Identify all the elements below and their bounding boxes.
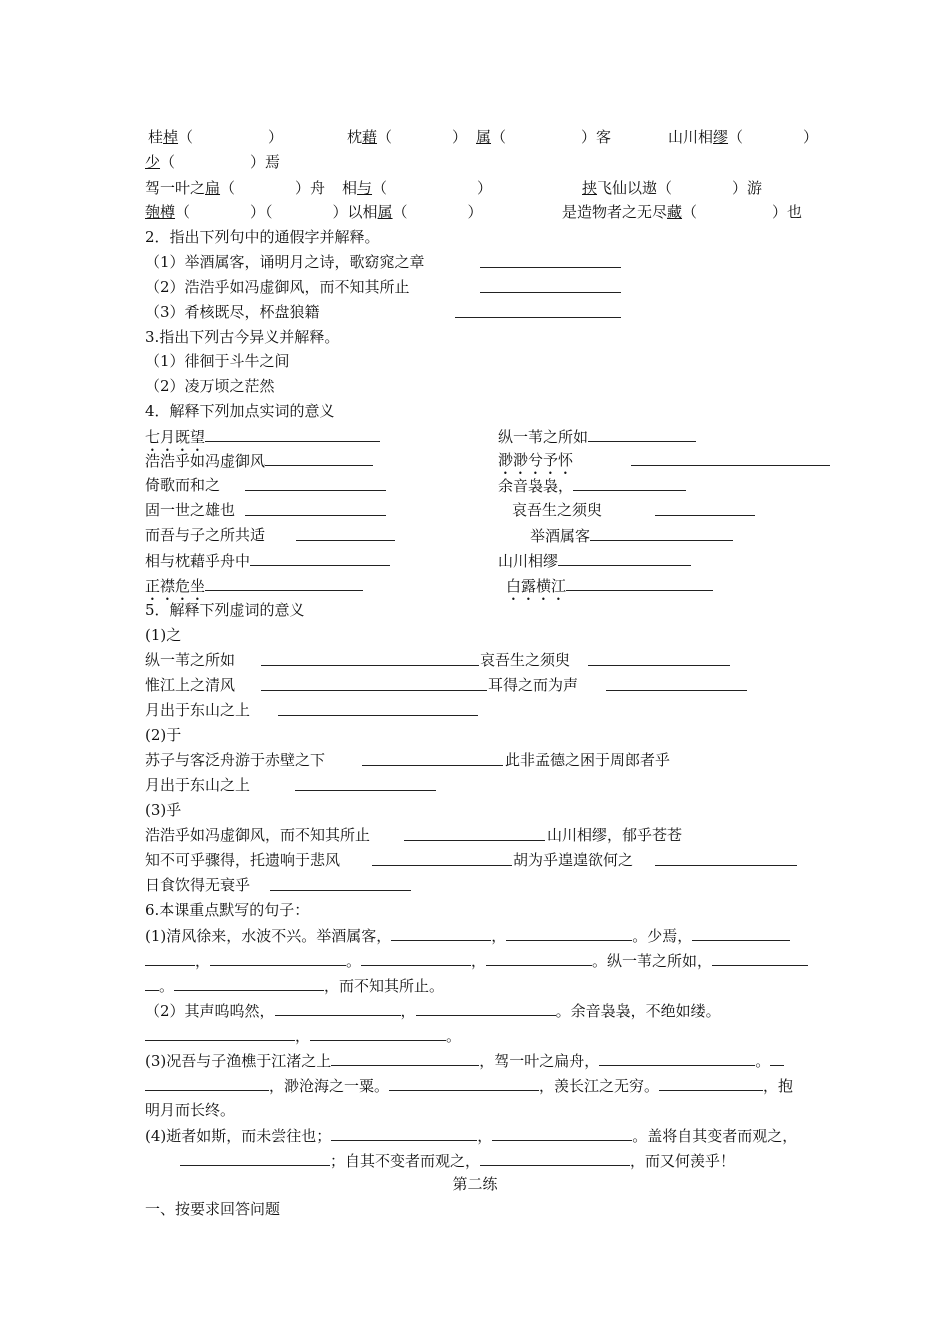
answer-blank[interactable]	[566, 575, 713, 591]
s6-p3-line2: ，渺沧海之一粟。 ，羡长江之无穷。 ，抱	[145, 1075, 793, 1096]
answer-blank[interactable]	[270, 875, 411, 891]
s5-line: 浩浩乎如冯虚御风，而不知其所止	[145, 826, 371, 844]
s6-p1-line3: 。 ，而不知其所止。	[145, 975, 444, 996]
answer-blank[interactable]	[295, 775, 436, 791]
answer-blank[interactable]	[655, 850, 797, 866]
s4-right-item: 余音袅袅，	[498, 475, 686, 496]
s5-line: 日食饮得无衰乎	[145, 876, 251, 894]
s5-title: 5．解释下列虚词的意义	[145, 601, 305, 619]
s6-p2-line2: ， 。	[145, 1025, 461, 1046]
s6-p2-line1: （2）其声呜呜然， ， 。余音袅袅，不绝如缕。	[145, 1002, 721, 1020]
s5-head: (2)于	[145, 726, 182, 744]
s1-r1-b: 枕藉（ ）	[347, 128, 468, 146]
s4-left-item: 浩浩乎如冯虚御风	[145, 450, 373, 471]
s5-line: 山川相缪，郁乎苍苍	[547, 826, 683, 844]
s1-r3-a: 驾一叶之扁（ ）舟	[145, 179, 326, 197]
s5-line: 哀吾生之须臾	[480, 651, 571, 669]
answer-blank[interactable]	[361, 950, 471, 966]
answer-blank[interactable]	[145, 1075, 269, 1091]
answer-blank[interactable]	[631, 450, 830, 466]
answer-blank[interactable]	[278, 700, 478, 716]
answer-blank[interactable]	[770, 1050, 784, 1066]
answer-blank[interactable]	[588, 650, 730, 666]
answer-blank[interactable]	[261, 650, 479, 666]
s3-item: （2）凌万顷之茫然	[145, 377, 275, 395]
answer-blank[interactable]	[573, 475, 686, 491]
answer-blank[interactable]	[331, 1050, 479, 1066]
answer-blank[interactable]	[145, 975, 159, 991]
answer-blank[interactable]	[174, 975, 324, 991]
s4-left-item: 固一世之雄也	[145, 501, 236, 519]
s4-right-item: 纵一苇之所如	[498, 426, 696, 447]
s1-r3-c: 挟飞仙以遨（ ）游	[582, 179, 763, 197]
answer-blank[interactable]	[404, 825, 545, 841]
answer-blank[interactable]	[416, 1000, 556, 1016]
answer-blank[interactable]	[245, 500, 386, 516]
answer-blank[interactable]	[492, 1125, 632, 1141]
s5-line: 月出于东山之上	[145, 776, 251, 794]
s5-line: 胡为乎遑遑欲何之	[513, 851, 634, 869]
answer-blank[interactable]	[145, 1025, 295, 1041]
answer-blank[interactable]	[590, 525, 733, 541]
answer-blank[interactable]	[599, 1050, 755, 1066]
s2-item: （2）浩浩乎如冯虚御风，而不知其所止	[145, 278, 410, 296]
s6-p3-line1: (3)况吾与子渔樵于江渚之上 ，驾一叶之扁舟， 。	[145, 1050, 784, 1071]
s4-left-item: 而吾与子之所共适	[145, 526, 266, 544]
answer-blank[interactable]	[391, 925, 491, 941]
s3-item: （1）徘徊于斗牛之间	[145, 352, 290, 370]
answer-blank[interactable]	[480, 1150, 630, 1166]
answer-blank[interactable]	[210, 950, 346, 966]
answer-blank[interactable]	[362, 750, 503, 766]
answer-blank[interactable]	[265, 450, 373, 466]
answer-blank[interactable]	[712, 950, 808, 966]
s1-r1-c: 属（ ）客	[476, 128, 612, 146]
answer-blank[interactable]	[275, 1000, 401, 1016]
s6-title: 6.本课重点默写的句子：	[145, 901, 310, 919]
s1-r1-a: 桂棹（ ）	[148, 128, 284, 146]
s1-r1-d: 山川相缪（ ）	[668, 128, 819, 146]
answer-blank[interactable]	[372, 850, 512, 866]
s5-head: (1)之	[145, 626, 182, 644]
s1-r4-c: 是造物者之无尽藏（ ）也	[562, 203, 803, 221]
answer-blank[interactable]	[245, 475, 386, 491]
answer-blank[interactable]	[455, 302, 621, 318]
s2-item: （3）肴核既尽，杯盘狼籍	[145, 303, 320, 321]
s5-line: 知不可乎骤得，托遗响于悲风	[145, 851, 341, 869]
section-title: 第二练	[452, 1175, 498, 1193]
s5-head: (3)乎	[145, 801, 182, 819]
answer-blank[interactable]	[331, 1125, 477, 1141]
s4-left-item: 正襟危坐	[145, 575, 363, 604]
s5-line: 月出于东山之上	[145, 701, 251, 719]
answer-blank[interactable]	[205, 426, 380, 442]
s5-line: 苏子与客泛舟游于赤壁之下	[145, 751, 326, 769]
s6-p1-line2: ， 。 ， 。纵一苇之所如，	[145, 950, 808, 971]
answer-blank[interactable]	[486, 950, 592, 966]
answer-blank[interactable]	[205, 575, 363, 591]
answer-blank[interactable]	[606, 675, 747, 691]
s6-p1-line1: (1)清风徐来，水波不兴。举酒属客， ， 。少焉，	[145, 925, 790, 946]
s5-line: 此非孟德之困于周郎者乎	[505, 751, 671, 769]
answer-blank[interactable]	[480, 277, 621, 293]
s4-right-item: 山川相缪	[498, 550, 691, 571]
answer-blank[interactable]	[692, 925, 790, 941]
answer-blank[interactable]	[558, 550, 691, 566]
answer-blank[interactable]	[261, 675, 487, 691]
answer-blank[interactable]	[655, 500, 755, 516]
section-heading: 一、按要求回答问题	[145, 1200, 281, 1218]
answer-blank[interactable]	[659, 1075, 763, 1091]
s5-line: 耳得之而为声	[488, 676, 579, 694]
s4-right-item: 渺渺兮予怀	[498, 451, 574, 469]
answer-blank[interactable]	[588, 426, 696, 442]
s2-item: （1）举酒属客，诵明月之诗，歌窈窕之章	[145, 253, 425, 271]
answer-blank[interactable]	[310, 1025, 446, 1041]
s5-line: 惟江上之清风	[145, 676, 236, 694]
s6-p4-line1: (4)逝者如斯，而未尝往也； ， 。盖将自其变者而观之，	[145, 1127, 798, 1145]
answer-blank[interactable]	[296, 525, 395, 541]
s4-left-item: 七月既望	[145, 426, 380, 455]
s5-line: 纵一苇之所如	[145, 651, 236, 669]
s6-p4-line2: ；自其不变者而观之， ，而又何羡乎！	[180, 1150, 735, 1171]
answer-blank[interactable]	[145, 950, 195, 966]
answer-blank[interactable]	[480, 252, 621, 268]
s6-p3-line3: 明月而长终。	[145, 1101, 236, 1119]
s1-r2: 少（ ）焉	[145, 153, 281, 171]
s4-left-item: 倚歌而和之	[145, 476, 221, 494]
answer-blank[interactable]	[180, 1150, 330, 1166]
s4-right-item: 白露横江	[506, 575, 713, 604]
s4-right-item: 举酒属客	[530, 525, 733, 546]
s1-r4-a: 匏樽（ ）（ ）以相属（ ）	[145, 203, 483, 221]
s4-right-item: 哀吾生之须臾	[512, 501, 603, 519]
s1-r3-b: 相与（ ）	[342, 179, 493, 197]
s4-title: 4．解释下列加点实词的意义	[145, 402, 335, 420]
answer-blank[interactable]	[389, 1075, 539, 1091]
s4-left-item: 相与枕藉乎舟中	[145, 550, 390, 571]
answer-blank[interactable]	[250, 550, 390, 566]
s3-title: 3.指出下列古今异义并解释。	[145, 328, 340, 346]
answer-blank[interactable]	[506, 925, 632, 941]
s2-title: 2．指出下列句中的通假字并解释。	[145, 228, 380, 246]
